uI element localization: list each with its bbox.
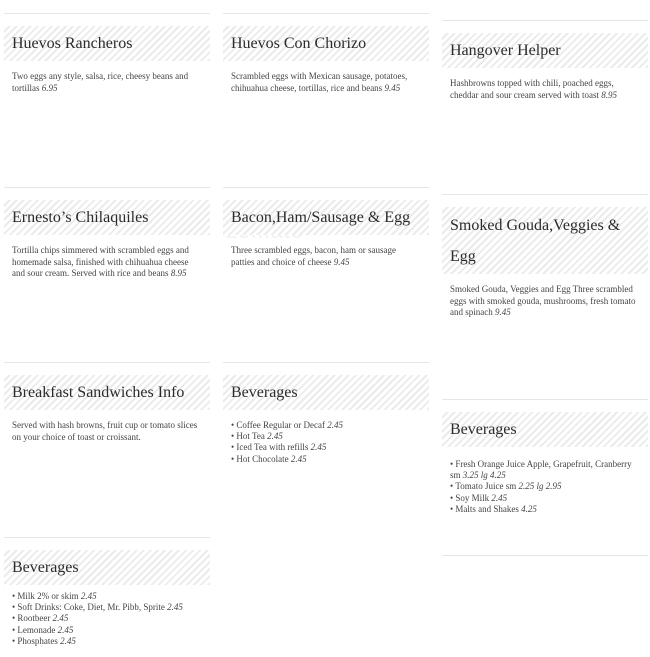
menu-item-huevos-con-chorizo bbox=[223, 13, 429, 94]
list-item: • Tomato Juice sm 2.25 lg 2.95 bbox=[450, 481, 640, 492]
item-description: Hashbrowns topped with chili, poached eggs, cheddar and sour cream served with toast 8.95 bbox=[450, 78, 617, 100]
item-title: Breakfast Sandwiches Info bbox=[4, 375, 210, 410]
item-title: Hangover Helper bbox=[442, 33, 648, 68]
beverage-list bbox=[12, 591, 202, 647]
list-item: • Hot Tea 2.45 bbox=[231, 431, 421, 442]
menu-item-chilaquiles bbox=[4, 187, 210, 280]
section-title: Beverages bbox=[442, 412, 648, 447]
menu-item-hangover-helper bbox=[442, 20, 648, 101]
list-item: • Hot Chocolate 2.45 bbox=[231, 454, 421, 465]
list-item: • Soy Milk 2.45 bbox=[450, 493, 640, 504]
beverage-list bbox=[450, 459, 640, 515]
item-price: 8.95 bbox=[601, 89, 617, 100]
item-description: Smoked Gouda, Veggies and Egg Three scrambled eggs with smoked gouda, mushrooms, fresh tomato and spinach 9.45 bbox=[450, 284, 636, 317]
item-description: Three scrambled eggs, bacon, ham or sausage patties and choice of cheese 9.45 bbox=[231, 245, 396, 267]
list-item: • Phosphates 2.45 bbox=[12, 636, 202, 647]
menu-item-huevos-rancheros bbox=[4, 13, 210, 94]
list-item: • Milk 2% or skim 2.45 bbox=[12, 591, 202, 602]
item-price: 9.45 bbox=[495, 307, 511, 317]
section-title: Beverages bbox=[223, 375, 429, 410]
item-description: Two eggs any style, salsa, rice, cheesy beans and tortillas 6.95 bbox=[12, 71, 189, 93]
item-description: Tortilla chips simmered with scrambled eggs and homemade salsa, finished with chihuahua cheese and sour cream. Served with rice and beans 8.95 bbox=[12, 245, 189, 278]
item-title: Smoked Gouda,Veggies & Egg bbox=[442, 207, 648, 274]
list-item: • Soft Drinks: Coke, Diet, Mr. Pibb, Sprite 2.45 bbox=[12, 602, 202, 613]
list-item: • Fresh Orange Juice Apple, Grapefruit, Cranberry sm 3.25 lg 4.25 bbox=[450, 459, 640, 481]
item-title: Bacon,Ham/Sausage & Egg bbox=[223, 200, 429, 235]
menu-item-smoked-gouda bbox=[442, 194, 648, 319]
list-item: • Lemonade 2.45 bbox=[12, 625, 202, 636]
item-price: 6.95 bbox=[41, 82, 58, 93]
beverages-section-3 bbox=[4, 537, 210, 647]
item-price: 8.95 bbox=[170, 268, 187, 278]
menu-item-bacon-ham-sausage-egg bbox=[223, 187, 429, 268]
list-item: • Malts and Shakes 4.25 bbox=[450, 504, 640, 515]
item-price: 9.45 bbox=[333, 256, 350, 267]
item-title: Huevos Con Chorizo bbox=[223, 26, 429, 61]
list-item: • Coffee Regular or Decaf 2.45 bbox=[231, 420, 421, 431]
list-item: • Rootbeer 2.45 bbox=[12, 613, 202, 624]
section-divider bbox=[442, 555, 648, 556]
item-description: Scrambled eggs with Mexican sausage, potatoes, chihuahua cheese, tortillas, rice and beans 9.45 bbox=[231, 71, 408, 93]
beverages-section-1 bbox=[223, 362, 429, 465]
list-item: • Iced Tea with refills 2.45 bbox=[231, 442, 421, 453]
section-title: Beverages bbox=[4, 550, 210, 585]
item-title: Ernesto’s Chilaquiles bbox=[4, 200, 210, 235]
item-title: Huevos Rancheros bbox=[4, 26, 210, 61]
item-description: Served with hash browns, fruit cup or tomato slices on your choice of toast or croissant. bbox=[12, 420, 198, 442]
menu-item-breakfast-sandwiches-info bbox=[4, 362, 210, 443]
beverage-list bbox=[231, 420, 421, 465]
item-price: 9.45 bbox=[384, 82, 401, 93]
beverages-section-2 bbox=[442, 399, 648, 556]
